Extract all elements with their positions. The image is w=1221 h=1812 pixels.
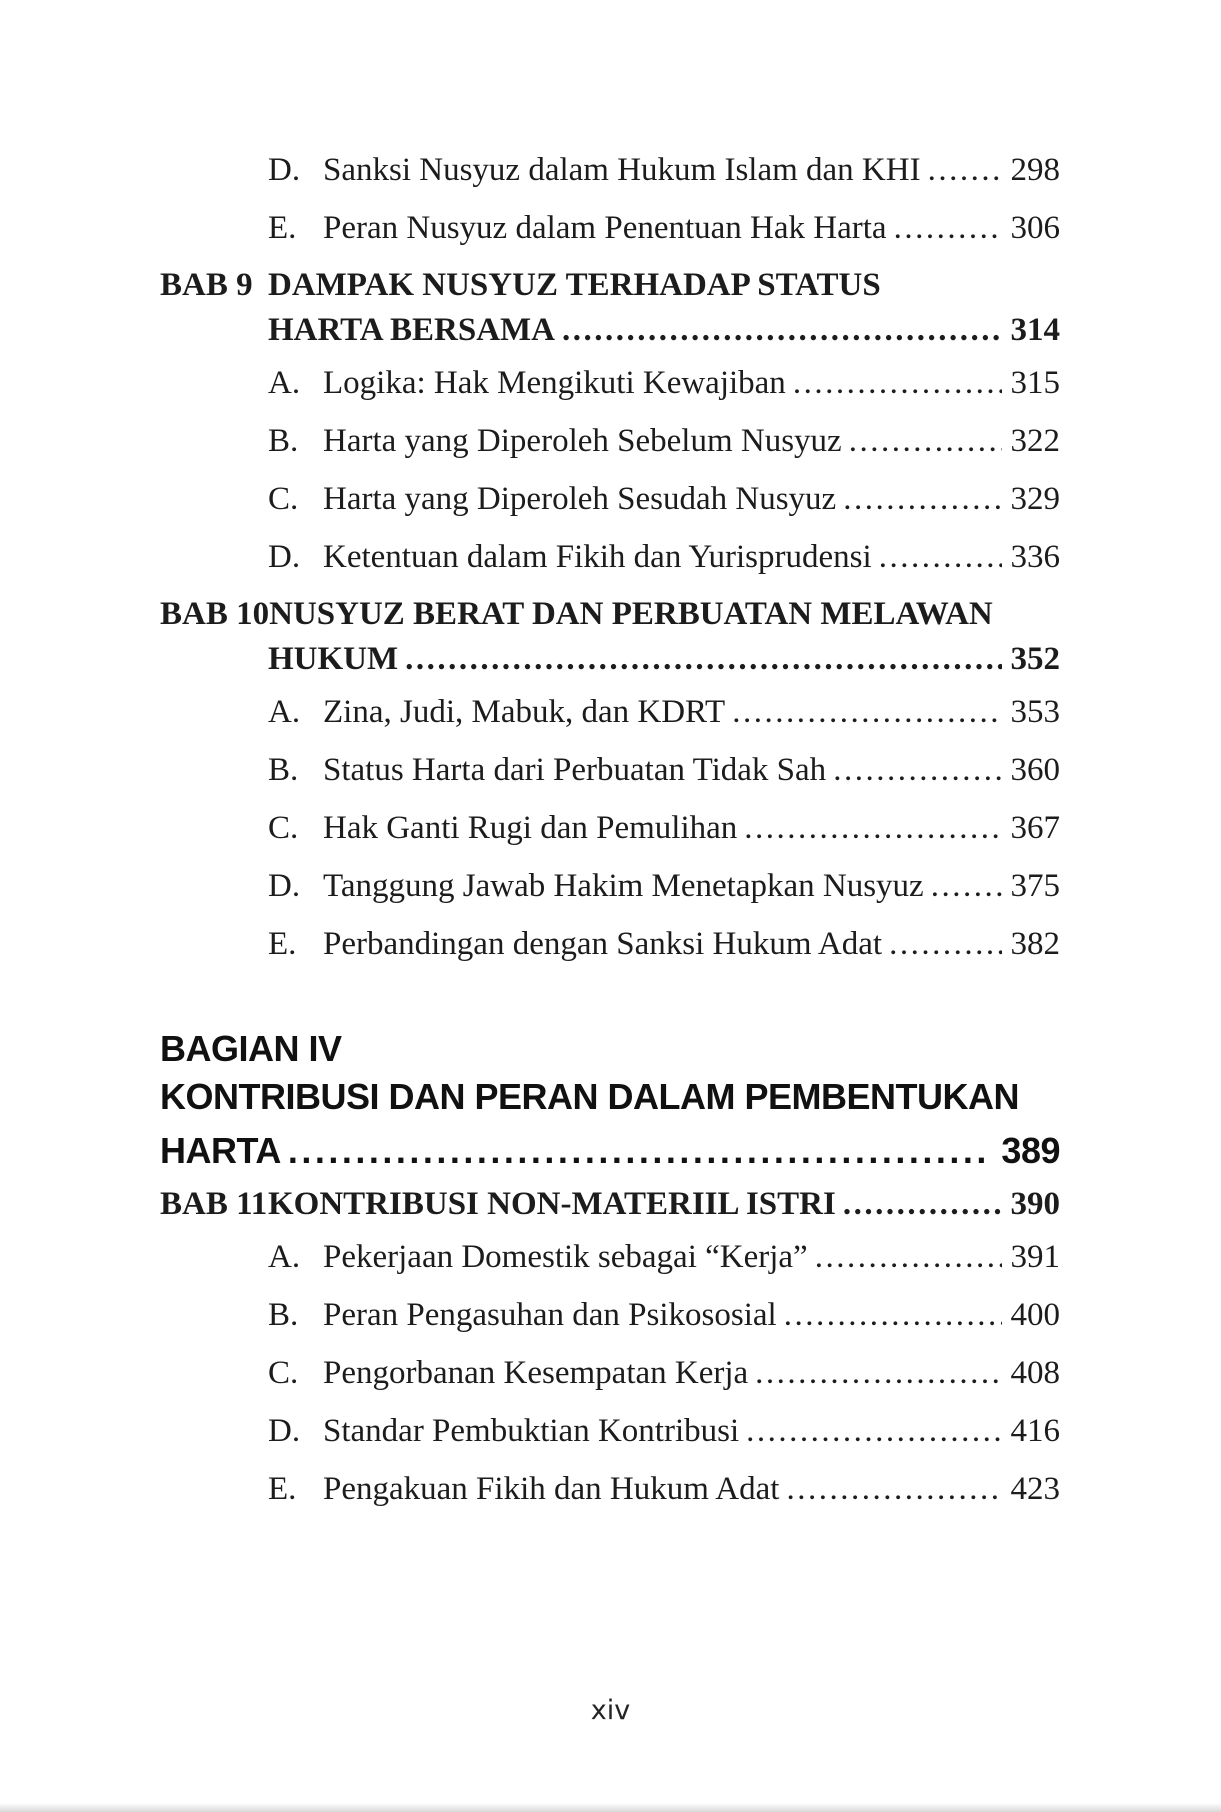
toc-item-row <box>160 866 1060 906</box>
toc-item-row <box>160 750 1060 790</box>
dot-leader <box>843 1184 1002 1224</box>
chapter-number-label: BAB 9 <box>160 267 253 303</box>
dot-leader <box>744 808 1001 848</box>
page-number: 400 <box>1010 1297 1060 1333</box>
page-number: 352 <box>1010 641 1060 677</box>
page-number: 353 <box>1010 694 1060 730</box>
toc-item-row <box>160 479 1060 519</box>
item-title: Peran Nusyuz dalam Penentuan Hak Harta <box>323 210 887 246</box>
item-title: Tanggung Jawab Hakim Menetapkan Nusyuz <box>323 868 924 904</box>
item-letter: E. <box>268 926 297 962</box>
dot-leader <box>843 479 1001 519</box>
toc-item-row <box>160 808 1060 848</box>
chapter-number-label: BAB 10 <box>160 596 270 632</box>
item-title: Sanksi Nusyuz dalam Hukum Islam dan KHI <box>323 152 921 188</box>
page-number: 306 <box>1010 210 1060 246</box>
dot-leader <box>889 924 1001 964</box>
page-number: 391 <box>1010 1239 1060 1275</box>
page-number: 375 <box>1010 868 1060 904</box>
chapter-title: HARTA BERSAMA <box>268 312 556 348</box>
toc-chapter-row <box>160 265 1060 305</box>
page-number: 298 <box>1010 152 1060 188</box>
page-number: 360 <box>1010 752 1060 788</box>
item-title: Peran Pengasuhan dan Psikososial <box>323 1297 777 1333</box>
toc-item-row <box>160 1295 1060 1335</box>
toc-item-row <box>160 924 1060 964</box>
table-of-contents <box>160 150 1060 1509</box>
item-title: Perbandingan dengan Sanksi Hukum Adat <box>323 926 883 962</box>
chapter-title: KONTRIBUSI NON-MATERIIL ISTRI <box>268 1186 836 1222</box>
page-edge-shadow <box>0 1803 1221 1812</box>
page-number: 315 <box>1010 365 1060 401</box>
page-number: 314 <box>1010 312 1060 348</box>
item-letter: D. <box>268 1413 301 1449</box>
page-number: 423 <box>1010 1471 1060 1507</box>
item-letter: B. <box>268 1297 299 1333</box>
toc-item-row <box>160 537 1060 577</box>
page-number: 322 <box>1010 423 1060 459</box>
dot-leader <box>288 1131 993 1171</box>
toc-chapter-continuation-row <box>160 639 1060 679</box>
item-title: Pekerjaan Domestik sebagai “Kerja” <box>323 1239 808 1275</box>
dot-leader <box>562 310 1001 350</box>
item-title: Harta yang Diperoleh Sesudah Nusyuz <box>323 481 837 517</box>
page-number: 336 <box>1010 539 1060 575</box>
page-number: 390 <box>1010 1186 1060 1222</box>
dot-leader <box>879 537 1002 577</box>
page-number: 367 <box>1010 810 1060 846</box>
page-number: 329 <box>1010 481 1060 517</box>
dot-leader <box>928 150 1002 190</box>
toc-section-heading-row <box>160 1131 1060 1171</box>
item-letter: D. <box>268 539 301 575</box>
item-letter: D. <box>268 868 301 904</box>
dot-leader <box>894 208 1002 248</box>
section-title: KONTRIBUSI DAN PERAN DALAM PEMBENTUKAN <box>160 1076 1019 1117</box>
toc-chapter-row <box>160 1184 1060 1224</box>
footer-page-number: xiv <box>590 1695 631 1726</box>
dot-leader <box>732 692 1001 732</box>
dot-leader <box>755 1353 1001 1393</box>
toc-item-row <box>160 692 1060 732</box>
item-letter: B. <box>268 423 299 459</box>
dot-leader <box>784 1295 1002 1335</box>
page-number: 382 <box>1010 926 1060 962</box>
item-title: Hak Ganti Rugi dan Pemulihan <box>323 810 738 846</box>
dot-leader <box>746 1411 1001 1451</box>
item-title: Zina, Judi, Mabuk, dan KDRT <box>323 694 726 730</box>
item-letter: C. <box>268 810 299 846</box>
chapter-title: NUSYUZ BERAT DAN PERBUATAN MELAWAN <box>269 596 993 632</box>
toc-item-row <box>160 363 1060 403</box>
dot-leader <box>833 750 1001 790</box>
section-title: HARTA <box>160 1130 281 1171</box>
dot-leader <box>849 421 1002 461</box>
toc-item-row <box>160 1237 1060 1277</box>
item-letter: A. <box>268 1239 301 1275</box>
section-title: BAGIAN IV <box>160 1028 342 1069</box>
page-number: 389 <box>1001 1130 1060 1171</box>
toc-section-heading-row <box>160 1029 1060 1069</box>
item-letter: C. <box>268 481 299 517</box>
toc-item-row <box>160 1353 1060 1393</box>
item-title: Ketentuan dalam Fikih dan Yurisprudensi <box>323 539 872 575</box>
item-letter: C. <box>268 1355 299 1391</box>
dot-leader <box>931 866 1002 906</box>
item-letter: B. <box>268 752 299 788</box>
toc-item-row <box>160 421 1060 461</box>
page-number: 416 <box>1010 1413 1060 1449</box>
item-letter: E. <box>268 1471 297 1507</box>
item-title: Logika: Hak Mengikuti Kewajiban <box>323 365 786 401</box>
toc-section-heading-row <box>160 1077 1060 1117</box>
dot-leader <box>405 639 1001 679</box>
item-letter: A. <box>268 365 301 401</box>
item-title: Pengakuan Fikih dan Hukum Adat <box>323 1471 780 1507</box>
toc-item-row <box>160 208 1060 248</box>
toc-item-row <box>160 150 1060 190</box>
dot-leader <box>786 1469 1001 1509</box>
chapter-title: DAMPAK NUSYUZ TERHADAP STATUS <box>268 267 881 303</box>
item-title: Status Harta dari Perbuatan Tidak Sah <box>323 752 827 788</box>
toc-chapter-continuation-row <box>160 310 1060 350</box>
item-letter: D. <box>268 152 301 188</box>
chapter-number-label: BAB 11 <box>160 1186 268 1222</box>
item-title: Harta yang Diperoleh Sebelum Nusyuz <box>323 423 842 459</box>
chapter-title: HUKUM <box>268 641 399 677</box>
item-letter: A. <box>268 694 301 730</box>
dot-leader <box>815 1237 1002 1277</box>
toc-item-row <box>160 1469 1060 1509</box>
dot-leader <box>793 363 1002 403</box>
page-number: 408 <box>1010 1355 1060 1391</box>
item-title: Standar Pembuktian Kontribusi <box>323 1413 740 1449</box>
toc-chapter-row <box>160 594 1060 634</box>
item-title: Pengorbanan Kesempatan Kerja <box>323 1355 749 1391</box>
item-letter: E. <box>268 210 297 246</box>
toc-item-row <box>160 1411 1060 1451</box>
